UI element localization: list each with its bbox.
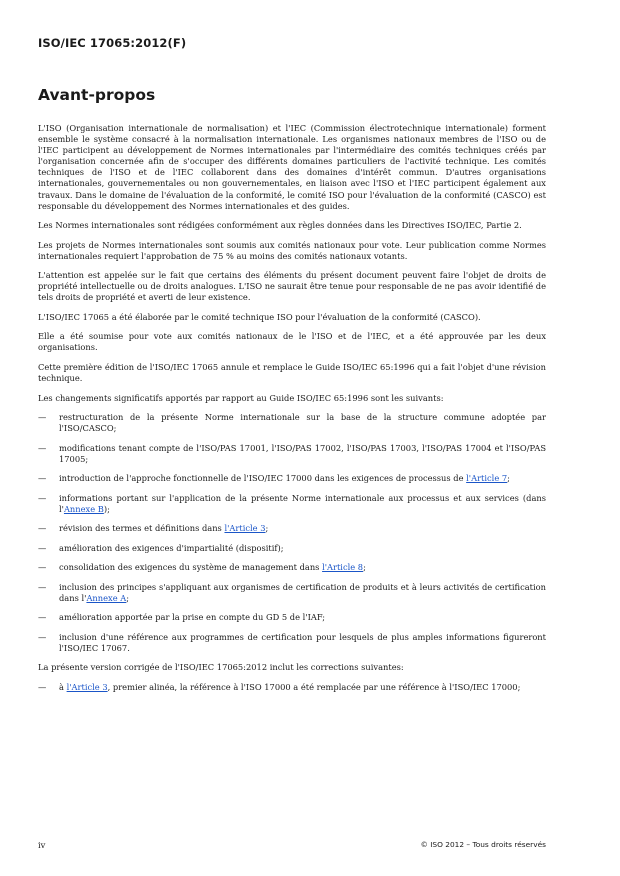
paragraph: L'attention est appelée sur le fait que certains des éléments du présent document peuvent faire l'objet de droits de propriété intellectuelle ou de droits analogues. L'ISO ne saurait être tenue pour responsable de ne pas avoir identifié de tels droits de propriété et averti de leur existence. <box>38 270 546 303</box>
annex-b-link[interactable]: Annexe B <box>63 503 104 514</box>
list-dash: — <box>38 681 47 692</box>
list-item <box>38 582 546 604</box>
list-item-suffix: ; <box>363 562 366 573</box>
list-dash: — <box>38 412 47 422</box>
list-item-suffix: ; <box>507 473 510 484</box>
list-item-content: inclusion des principes s'appliquant aux organismes de certification de produits et à leurs activités de certification dans l' <box>59 581 546 603</box>
corrections-intro: La présente version corrigée de l'ISO/IEC 17065:2012 inclut les corrections suivantes: <box>38 662 404 673</box>
list-dash: — <box>38 492 47 503</box>
article-8-link[interactable]: l'Article 8 <box>322 562 364 573</box>
list-item-prefix: à <box>59 681 67 692</box>
list-item-text <box>59 632 546 654</box>
list-item-text <box>59 612 546 623</box>
article-3-link[interactable]: l'Article 3 <box>224 523 266 534</box>
list-dash: — <box>38 523 47 534</box>
article-7-link[interactable]: l'Article 7 <box>466 473 508 484</box>
list-item-content: amélioration apportée par la prise en compte du GD 5 de l'IAF; <box>59 612 326 623</box>
list-item-suffix: ); <box>103 503 110 514</box>
list-dash: — <box>38 612 47 623</box>
list-item-text <box>59 443 546 465</box>
list-dash: — <box>38 473 47 484</box>
paragraph: Les Normes internationales sont rédigées conformément aux règles données dans les Directives ISO/IEC, Partie 2. <box>38 220 522 231</box>
list-item <box>38 543 546 554</box>
list-item-text <box>59 562 546 573</box>
list-item <box>38 493 546 515</box>
list-dash: — <box>38 581 47 592</box>
list-dash: — <box>38 542 47 553</box>
list-item-suffix: ; <box>126 592 130 603</box>
list-item <box>38 612 546 623</box>
changes-list <box>38 412 546 654</box>
copyright-notice: © ISO 2012 – Tous droits réservés <box>420 840 546 849</box>
list-item-content: révision des termes et définitions dans <box>59 523 225 534</box>
list-item <box>38 473 546 484</box>
list-dash: — <box>38 631 47 642</box>
page-number: iv <box>38 840 46 850</box>
paragraph: L'ISO (Organisation internationale de normalisation) et l'IEC (Commission électrotechnique internationale) forment ensemble le système consacré à la normalisation internationale. Les organismes nationaux membres de l'ISO ou de l'IEC participent au développement de Normes internationales par l'intermédiaire des comités techniques créés par l'organisation concernée afin de s'occuper des différents domaines particuliers de l'activité technique. Les comités techniques de l'ISO et de l'IEC collaborent dans des domaines d'intérêt commun. D'autres organisations internationales, gouvernementales ou non gouvernementales, en liaison avec l'ISO et l'IEC participent également aux travaux. Dans le domaine de l'évaluation de la conformité, le comité ISO pour l'évaluation de la conformité (CASCO) est responsable du développement des Normes internationales et des guides. <box>38 123 546 211</box>
list-item-text <box>59 682 546 693</box>
paragraph: Cette première édition de l'ISO/IEC 17065 annule et remplace le Guide ISO/IEC 65:1996 qui a fait l'objet d'une révision technique. <box>38 361 546 384</box>
paragraph: Les projets de Normes internationales sont soumis aux comités nationaux pour vote. Leur publication comme Normes internationales requiert l'approbation de 75 % au moins des comités nationaux votants. <box>38 239 546 261</box>
list-item-text <box>59 582 546 604</box>
list-dash: — <box>38 442 47 453</box>
annex-a-link[interactable]: Annexe A <box>86 592 127 603</box>
list-item-content: restructuration de la présente Norme internationale sur la base de la structure commune adoptée par l'ISO/CASCO; <box>59 412 546 434</box>
list-item-content: introduction de l'approche fonctionnelle de l'ISO/IEC 17000 dans les exigences de processus de <box>59 473 467 484</box>
corrections-list <box>38 682 546 693</box>
list-item-text <box>59 493 546 515</box>
list-item-text <box>59 473 546 484</box>
list-item-content: amélioration des exigences d'impartialité (dispositif); <box>59 542 284 553</box>
list-item <box>38 523 546 534</box>
list-item-content: inclusion d'une référence aux programmes de certification pour lesquels de plus amples informations figureront l'ISO/IEC 17067. <box>59 631 546 653</box>
list-item-text <box>59 543 546 554</box>
list-item-content: informations portant sur l'application de la présente Norme internationale aux processus et aux services (dans l' <box>59 492 546 514</box>
paragraph: Les changements significatifs apportés par rapport au Guide ISO/IEC 65:1996 sont les suivants: <box>38 392 444 403</box>
list-item <box>38 412 546 434</box>
list-item <box>38 562 546 573</box>
list-item-text <box>59 412 546 434</box>
paragraph: L'ISO/IEC 17065 a été élaborée par le comité technique ISO pour l'évaluation de la conformité (CASCO). <box>38 311 481 322</box>
list-item <box>38 682 546 693</box>
list-item-content: , premier alinéa, la référence à l'ISO 17000 a été remplacée par une référence à l'ISO/IEC 17000; <box>107 681 521 692</box>
document-id-header: ISO/IEC 17065:2012(F) <box>38 36 187 50</box>
list-item-text <box>59 523 546 534</box>
list-dash: — <box>38 562 47 573</box>
list-item <box>38 632 546 654</box>
document-body <box>38 123 546 701</box>
article-3-link[interactable]: l'Article 3 <box>66 681 108 692</box>
list-item-suffix: ; <box>265 523 269 534</box>
list-item-content: consolidation des exigences du système de management dans <box>59 562 323 573</box>
list-item <box>38 443 546 465</box>
section-title: Avant-propos <box>38 86 156 104</box>
paragraph: Elle a été soumise pour vote aux comités nationaux de le l'ISO et de l'IEC, et a été approuvée par les deux organisations. <box>38 331 546 353</box>
list-item-content: modifications tenant compte de l'ISO/PAS 17001, l'ISO/PAS 17002, l'ISO/PAS 17003, l'ISO/PAS 17004 et l'ISO/PAS 17005; <box>59 442 546 464</box>
